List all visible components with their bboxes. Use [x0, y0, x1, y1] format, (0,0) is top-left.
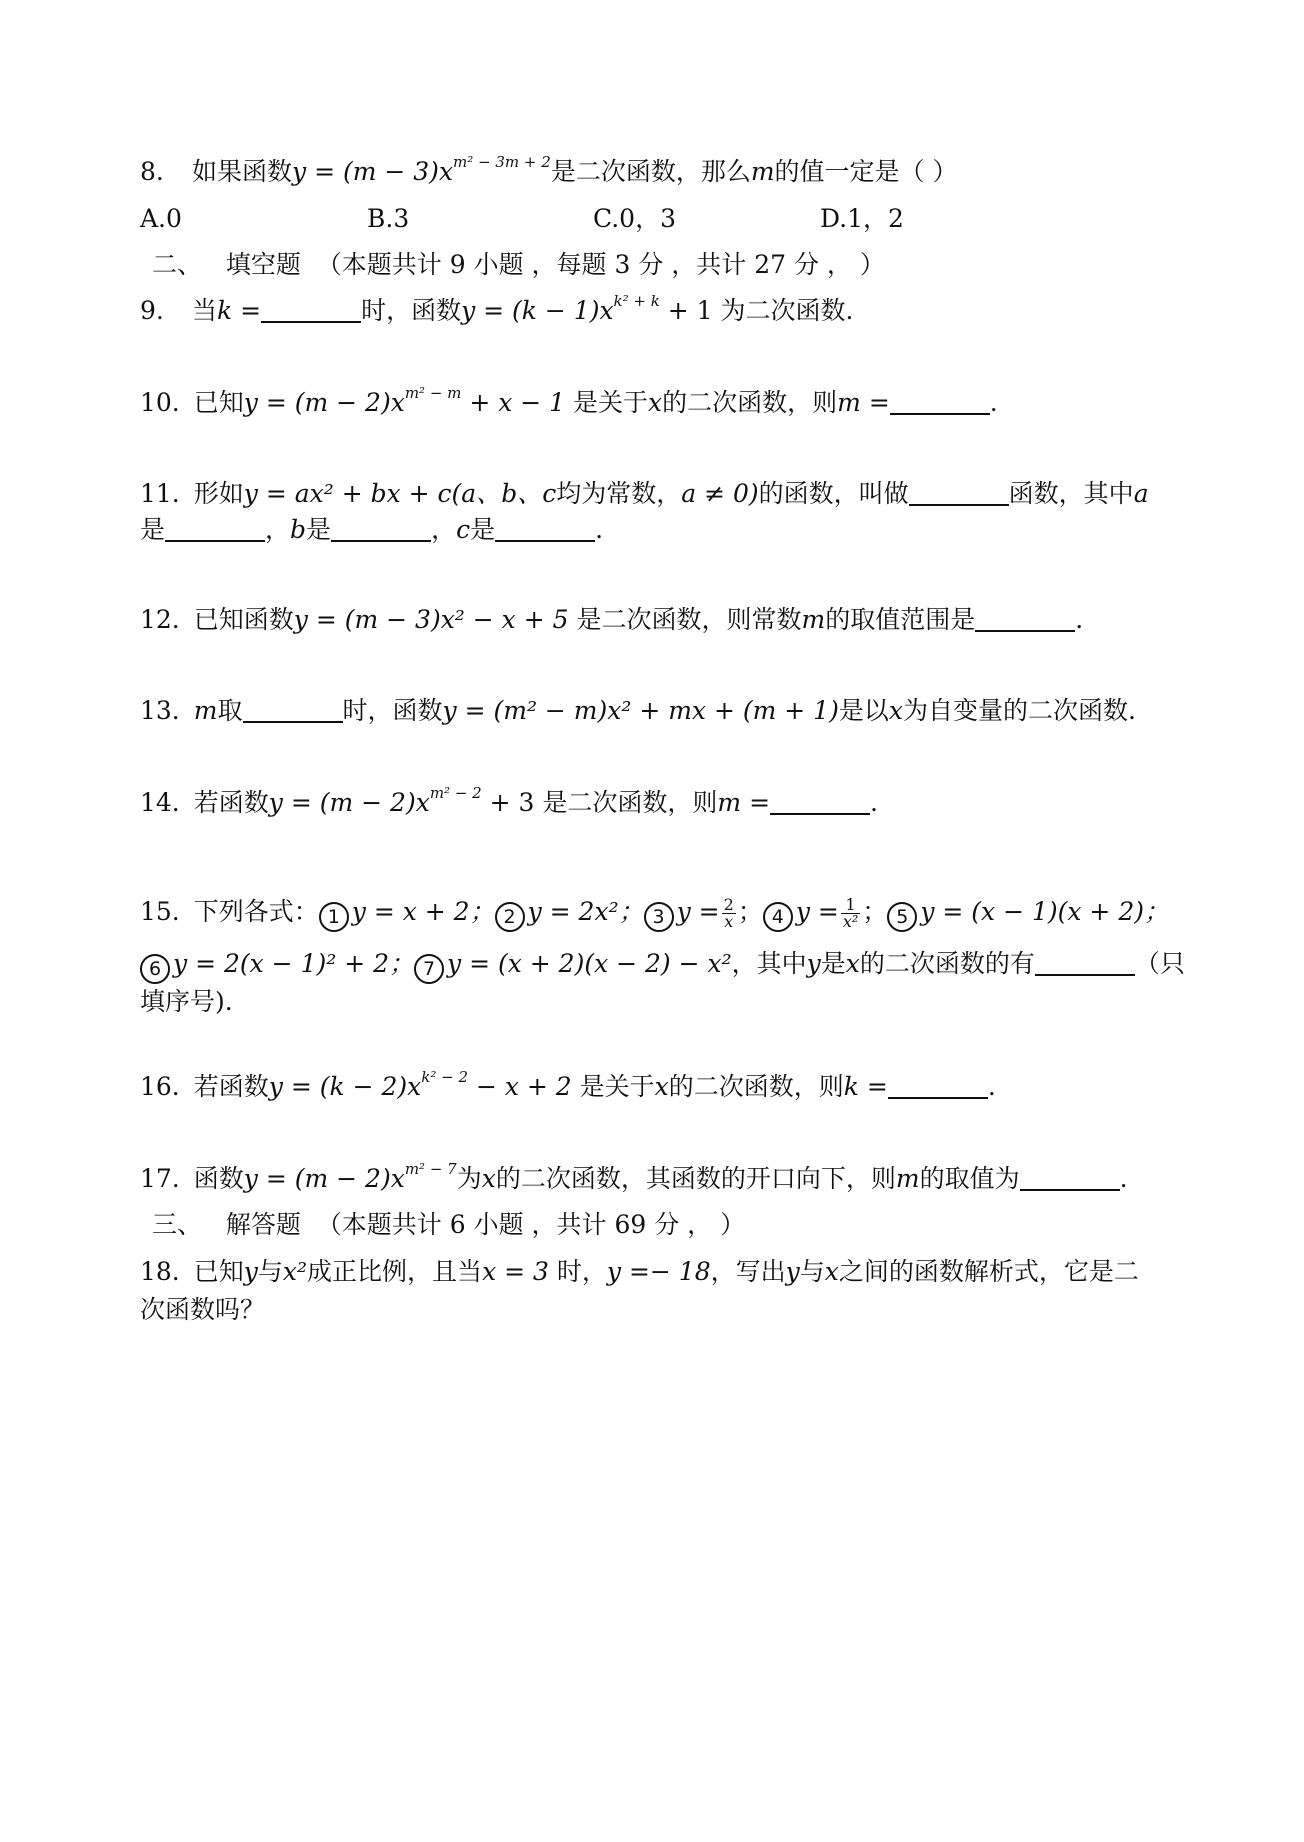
question-17: 17. 函数$y = (m - 2)x^{m^2 - 7}$为x的二次函数，其函数的开口向下，则m的取值为 .: [140, 1160, 1128, 1193]
answer-blank[interactable]: [495, 514, 595, 542]
circled-6: 6: [140, 954, 170, 984]
answer-blank[interactable]: [888, 1071, 988, 1099]
answer-blank[interactable]: [890, 387, 990, 415]
circled-3: 3: [644, 902, 674, 932]
question-15: 15. 下列各式： 1 y = x + 2； 2 y = 2x²； 3 y = $\frac{2}{x}$ ； 4 y = $\frac{1}{\text{x²}}$ ； 5 y = (x − 1)(x + 2)；: [140, 895, 1169, 931]
question-18-line-2: 次函数吗？: [140, 1295, 266, 1324]
question-8: 8. 如果函数$y = (m - 3)x^{m^2 - 3m + 2}$是二次函数，那么m的值一定是（ ）: [140, 155, 958, 189]
fraction: $\frac{2}{x}$: [723, 895, 734, 931]
answer-blank[interactable]: [770, 787, 870, 815]
circled-1: 1: [319, 902, 349, 932]
question-18: 18. 已知y与x²成正比例，且当x = 3 时，y =− 18，写出y与x之间的函数解析式，它是二: [140, 1257, 1139, 1286]
answer-blank[interactable]: [975, 604, 1075, 632]
answer-blank[interactable]: [261, 295, 361, 323]
question-number: 8.: [140, 157, 164, 186]
option-b: B.3: [367, 204, 410, 233]
option-a: A.0: [140, 204, 182, 233]
answer-blank[interactable]: [165, 514, 265, 542]
fraction: $\frac{1}{\text{x²}}$: [842, 895, 859, 931]
answer-blank[interactable]: [1020, 1163, 1120, 1191]
question-16: 16. 若函数$y = (k - 2)x^{k^2 - 2} - x + 2$ 是关于x的二次函数，则k = .: [140, 1068, 996, 1101]
answer-blank[interactable]: [243, 695, 343, 723]
question-11-line-2: 是 ，b是 ，c是 .: [140, 515, 604, 544]
question-10: 10. 已知$y = (m - 2)x^{m^2 - m} + x - 1$ 是关于x的二次函数，则m = .: [140, 384, 998, 417]
answer-blank[interactable]: [909, 478, 1009, 506]
answer-blank[interactable]: [331, 514, 431, 542]
circled-4: 4: [763, 902, 793, 932]
question-12: 12. 已知函数y = (m − 3)x² − x + 5 是二次函数，则常数m的取值范围是 .: [140, 605, 1084, 634]
option-d: D.1，2: [820, 204, 904, 233]
circled-2: 2: [495, 902, 525, 932]
question-11: 11. 形如y = ax² + bx + c(a、b、c均为常数，a ≠ 0)的函数，叫做 函数，其中a: [140, 479, 1149, 508]
circled-7: 7: [414, 954, 444, 984]
question-13: 13. m取 时，函数y = (m² − m)x² + mx + (m + 1)是以x为自变量的二次函数.: [140, 696, 1136, 725]
section-3-heading: 三、 解答题 （本题共计 6 小题 ，共计 69 分 ， ）: [152, 1210, 746, 1239]
question-14: 14. 若函数$y = (m - 2)x^{m^2 - 2} + 3$ 是二次函数，则m = .: [140, 784, 878, 817]
option-c: C.0，3: [593, 204, 676, 233]
section-2-heading: 二、 填空题 （本题共计 9 小题 ，每题 3 分 ，共计 27 分 ， ）: [152, 250, 885, 279]
answer-blank[interactable]: [1035, 948, 1135, 976]
circled-5: 5: [887, 902, 917, 932]
question-15-line-2: 6 y = 2(x − 1)² + 2； 7 y = (x + 2)(x − 2) − x²，其中y是x的二次函数的有 （只: [140, 947, 1185, 984]
question-9: 9. 当k = 时，函数$y = (k - 1)x^{k^2 + k} + 1$ 为二次函数.: [140, 292, 854, 325]
question-15-line-3: 填序号).: [140, 987, 233, 1016]
